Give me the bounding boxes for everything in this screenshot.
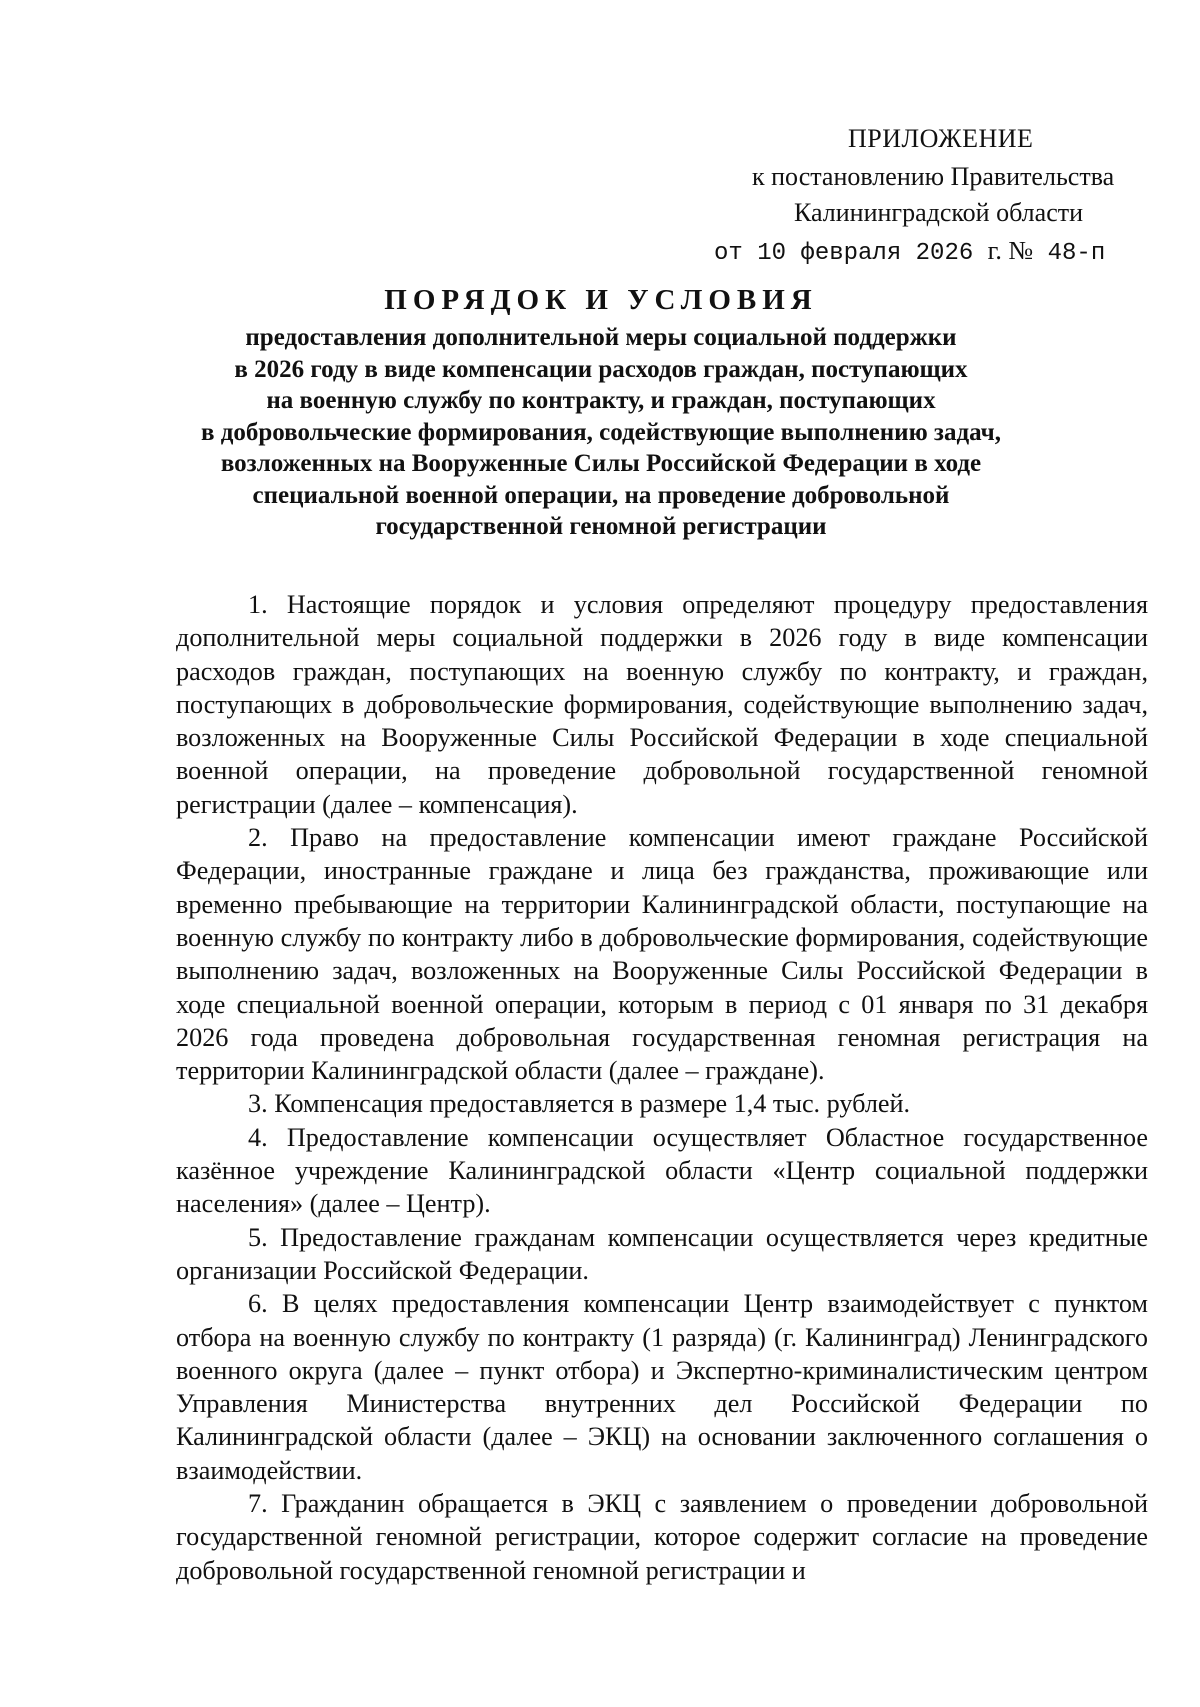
subtitle-line: специальной военной операции, на проведение добровольной xyxy=(252,481,950,509)
attachment-line-resolution: к постановлению Правительства xyxy=(752,162,1115,191)
subtitle-line: государственной геномной регистрации xyxy=(375,513,827,540)
document-body xyxy=(176,588,1148,1587)
attachment-number: 48-п xyxy=(1047,240,1106,267)
paragraph-2: 2. Право на предоставление компенсации имеют граждане Российской Федерации, иностранные граждане и лица без гражданства, проживающие или временно пребывающие на территории Калининградской области, поступающие на военную службу по контракту либо в добровольческие формирования, содействующие выполнению задач, возложенных на Вооруженные Силы Российской Федерации в ходе специальной военной операции, которым в период с 01 января по 31 декабря 2026 года проведена добровольная государственная геномная регистрация на территории Калининградской области (далее – граждане). xyxy=(176,823,1148,1086)
paragraph-7: 7. Гражданин обращается в ЭКЦ с заявлением о проведении добровольной государственной геномной регистрации, которое содержит согласие на проведение добровольной государственной геномной регистрации и xyxy=(176,1489,1148,1585)
subtitle-line: возложенных на Вооруженные Силы Российской Федерации в ходе xyxy=(220,450,982,477)
subtitle-line: в добровольческие формирования, содействующие выполнению задач, xyxy=(201,418,1001,446)
subtitle-line: в 2026 году в виде компенсации расходов граждан, поступающих xyxy=(234,355,968,383)
document-heading xyxy=(170,282,1032,543)
attachment-title: ПРИЛОЖЕНИЕ xyxy=(848,124,1034,153)
subtitle-line: предоставления дополнительной меры социальной поддержки xyxy=(245,324,957,351)
paragraph-3: 3. Компенсация предоставляется в размере 1,4 тыс. рублей. xyxy=(248,1089,911,1119)
attachment-date-number xyxy=(714,234,1105,270)
document-title: ПОРЯДОК И УСЛОВИЯ xyxy=(384,284,818,316)
paragraph-6: 6. В целях предоставления компенсации Центр взаимодействует с пунктом отбора на военную службу по контракту (1 разряда) (г. Калининград) Ленинградского военного округа (далее – пункт отбора) и Экспертно-криминалистическим центром Управления Министерства внутренних дел Российской Федерации по Калининградской области (далее – ЭКЦ) на основании заключенного соглашения о взаимодействии. xyxy=(176,1289,1148,1485)
paragraph-4: 4. Предоставление компенсации осуществляет Областное государственное казённое учреждение Калининградской области «Центр социальной поддержки населения» (далее – Центр). xyxy=(176,1122,1148,1219)
subtitle-line: на военную службу по контракту, и граждан, поступающих xyxy=(266,387,936,414)
attachment-line-region: Калининградской области xyxy=(794,198,1084,227)
paragraph-1: 1. Настоящие порядок и условия определяют процедуру предоставления дополнительной меры социальной поддержки в 2026 году в виде компенсации расходов граждан, поступающих на военную службу по контракту, и граждан, поступающих в добровольческие формирования, содействующие выполнению задач, возложенных на Вооруженные Силы Российской Федерации в ходе специальной военной операции, на проведение добровольной государственной геномной регистрации (далее – компенсация). xyxy=(176,590,1148,819)
attachment-date: от 10 февраля 2026 xyxy=(714,240,974,267)
paragraph-5: 5. Предоставление гражданам компенсации осуществляется через кредитные организации Российской Федерации. xyxy=(176,1222,1148,1285)
attachment-year-suffix: г. № xyxy=(987,236,1034,265)
